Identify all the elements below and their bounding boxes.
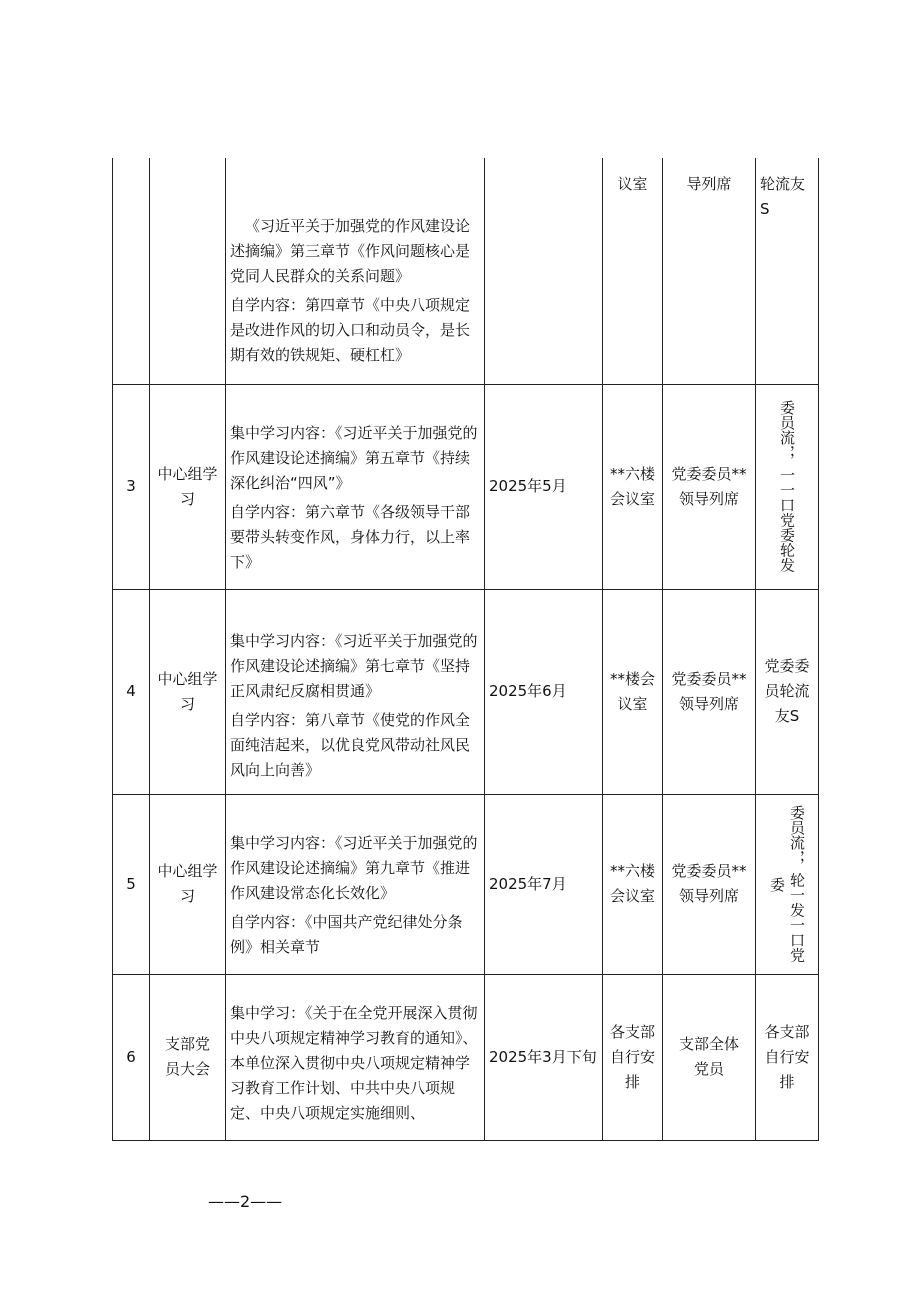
study-content [226, 794, 485, 974]
study-content [226, 158, 485, 384]
attendees: 党委委员**领导列席 [663, 794, 756, 974]
row-number: 4 [113, 589, 150, 794]
study-date: 2025年5月 [485, 384, 603, 589]
row-number: 3 [113, 384, 150, 589]
attendees: 导列席 [663, 158, 756, 384]
host: 各支部自行安排 [756, 974, 819, 1140]
study-place: **六楼会议室 [603, 794, 663, 974]
host-text: 委员流，，轮一发一口党委 [768, 805, 806, 963]
page-number: ——2—— [208, 1192, 283, 1211]
host [756, 384, 819, 589]
content-paragraph: 自学内容：第六章节《各级领导干部要带头转变作风，身体力行，以上率下》 [230, 502, 471, 571]
study-content [226, 974, 485, 1140]
host: 轮流友S [756, 158, 819, 384]
table-row [113, 384, 819, 589]
meeting-type: 中心组学习 [150, 589, 226, 794]
meeting-type: 支部党员大会 [150, 974, 226, 1140]
content-paragraph: 集中学习内容：《习近平关于加强党的作风建设论述摘编》第九章节《推进作风建设常态化长效化》 [230, 833, 478, 902]
content-paragraph: 《习近平关于加强党的作风建设论述摘编》第三章节《作风问题核心是党同人民群众的关系问题》 [230, 216, 471, 285]
study-place: **六楼会议室 [603, 384, 663, 589]
study-date: 2025年7月 [485, 794, 603, 974]
table-row [113, 589, 819, 794]
table-row [113, 158, 819, 384]
attendees: 支部全体党员 [663, 974, 756, 1140]
study-place: 议室 [603, 158, 663, 384]
study-place: 各支部自行安排 [603, 974, 663, 1140]
host [756, 794, 819, 974]
host: 党委委员轮流友S [756, 589, 819, 794]
attendees: 党委委员**领导列席 [663, 589, 756, 794]
study-date: 2025年3月下旬 [485, 974, 603, 1140]
attendees: 党委委员**领导列席 [663, 384, 756, 589]
row-number: 6 [113, 974, 150, 1140]
study-content [226, 384, 485, 589]
content-paragraph: 集中学习：《关于在全党开展深入贯彻中央八项规定精神学习教育的通知》、本单位深入贯彻中央八项规定精神学习教育工作计划、中共中央八项规定、中央八项规定实施细则、 [230, 1003, 478, 1122]
row-number [113, 158, 150, 384]
content-paragraph: 集中学习内容：《习近平关于加强党的作风建设论述摘编》第五章节《持续深化纠治“四风”》 [230, 423, 478, 492]
study-date: 2025年6月 [485, 589, 603, 794]
table-row [113, 974, 819, 1140]
meeting-type: 中心组学习 [150, 794, 226, 974]
content-paragraph: 集中学习内容：《习近平关于加强党的作风建设论述摘编》第七章节《坚持正风肃纪反腐相贯通》 [230, 631, 478, 700]
meeting-type [150, 158, 226, 384]
table-row [113, 794, 819, 974]
study-date [485, 158, 603, 384]
meeting-type: 中心组学习 [150, 384, 226, 589]
content-paragraph: 自学内容：《中国共产党纪律处分条例》相关章节 [230, 912, 463, 956]
row-number: 5 [113, 794, 150, 974]
study-place: **楼会议室 [603, 589, 663, 794]
host-text: 委员流，，一一口党委轮发 [778, 400, 796, 573]
study-content [226, 589, 485, 794]
content-paragraph: 自学内容：第四章节《中央八项规定是改进作风的切入口和动员令，是长期有效的铁规矩、硬杠杠》 [230, 295, 471, 364]
study-plan-table [112, 158, 819, 1141]
content-paragraph: 自学内容：第八章节《使党的作风全面纯洁起来，以优良党风带动社风民风向上向善》 [230, 710, 471, 779]
